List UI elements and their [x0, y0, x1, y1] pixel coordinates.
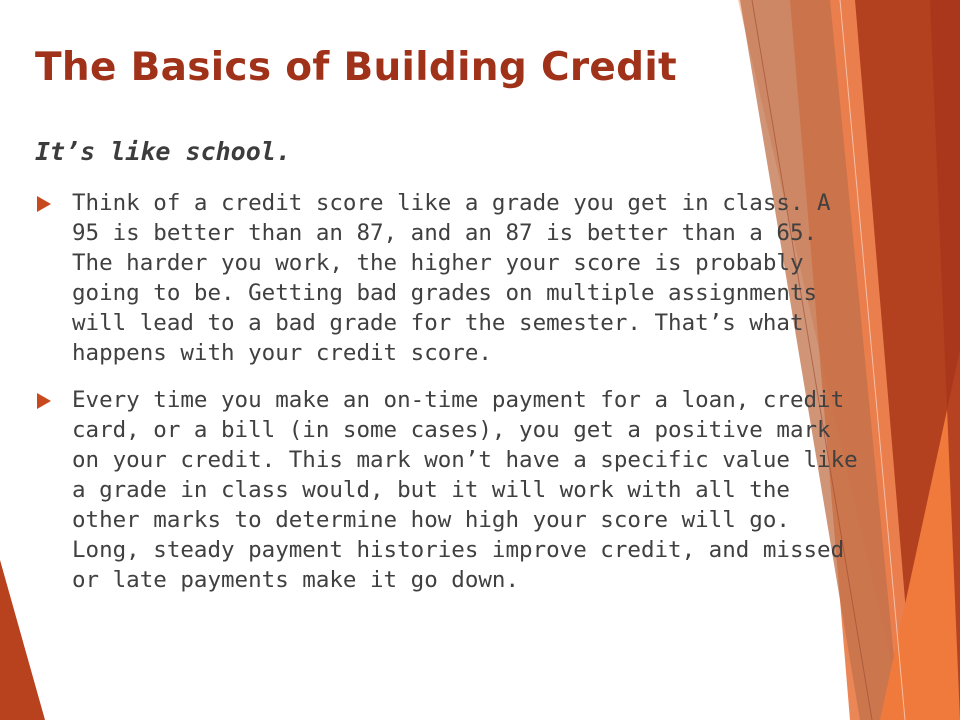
- triangle-right-icon: [37, 393, 51, 409]
- slide-title: The Basics of Building Credit: [35, 45, 677, 90]
- bullet-item: [35, 385, 865, 595]
- bullet-text: Think of a credit score like a grade you get in class. A 95 is better than an 87, and an 87 is better than a 65. The harder you work, the higher your score is probably going to be. Getting bad grades on multiple assignments will lead to a bad grade for the semester. That’s what happens with your credit score.: [72, 190, 831, 366]
- bullet-text: Every time you make an on-time payment for a loan, credit card, or a bill (in some cases), you get a positive mark on your credit. This mark won’t have a specific value like a grade in class would, but it will work with all the other marks to determine how high your score will go. Long, steady payment histories improve credit, and missed or late payments make it go down.: [72, 387, 858, 593]
- triangle-right-icon: [37, 196, 51, 212]
- bullet-list: [35, 188, 865, 612]
- slide-subtitle: It’s like school.: [35, 137, 291, 166]
- bullet-item: [35, 188, 865, 368]
